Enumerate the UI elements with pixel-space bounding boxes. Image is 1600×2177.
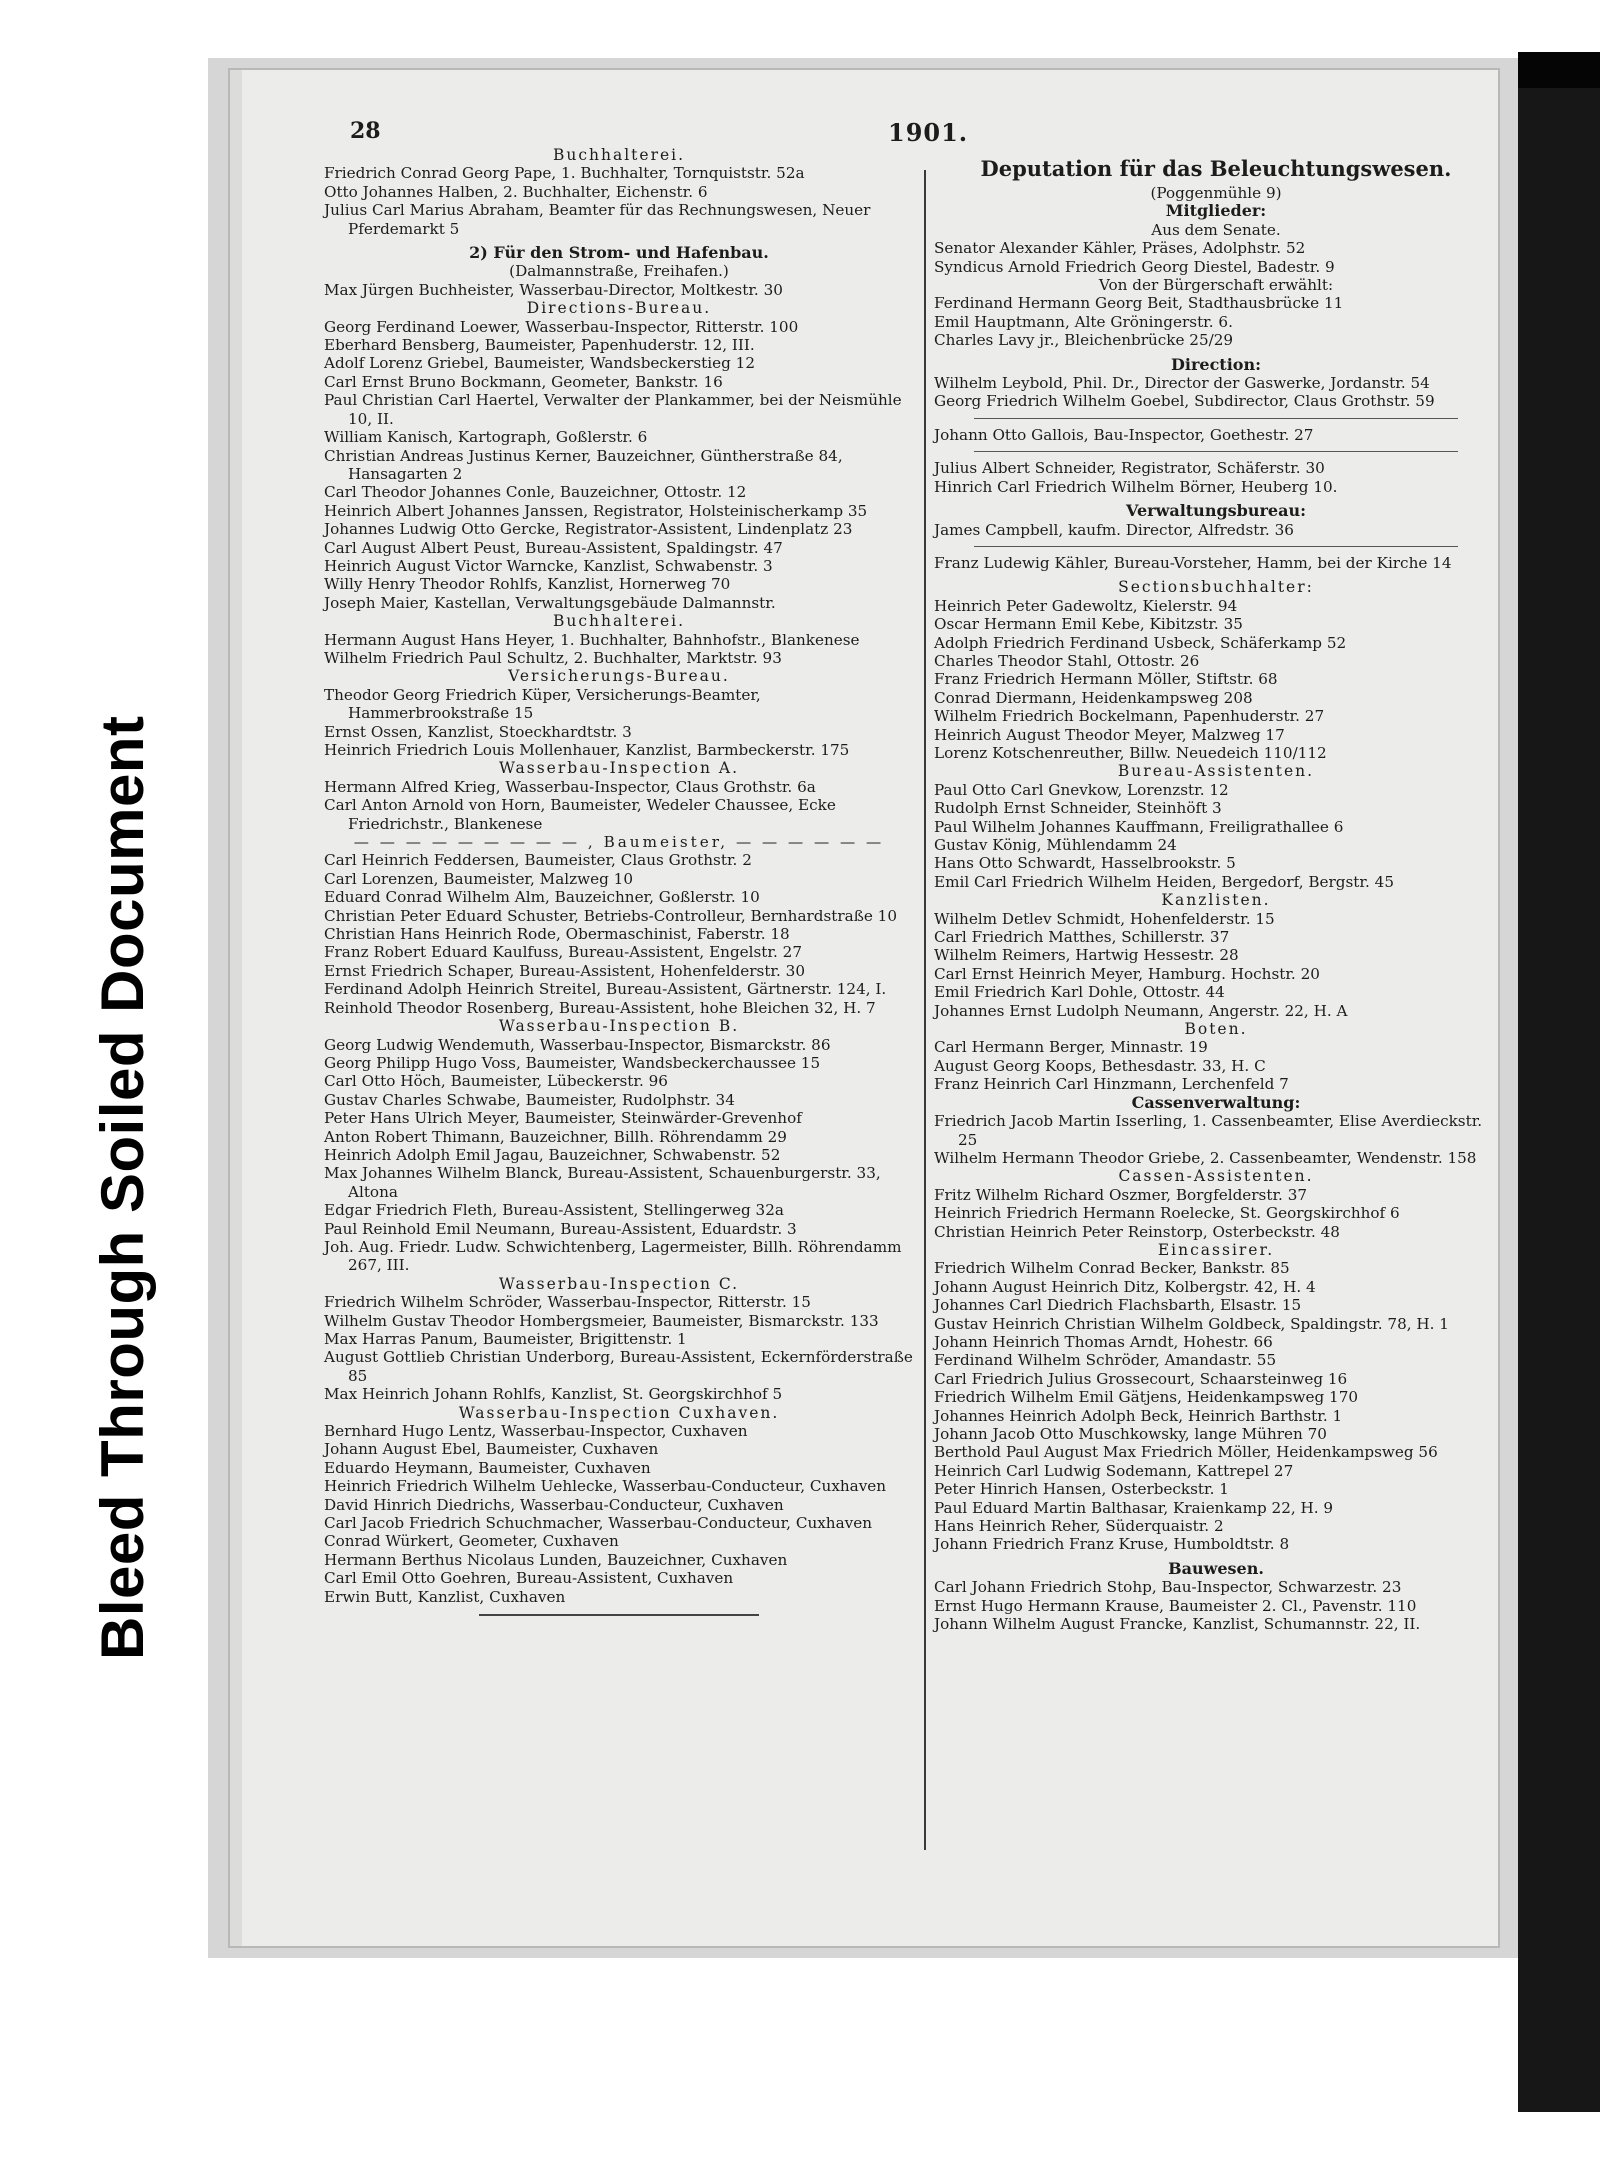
right-separator-rule xyxy=(974,546,1458,547)
left-directory-entry: Franz Robert Eduard Kaulfuss, Bureau-Assistent, Engelstr. 27 xyxy=(324,943,802,962)
left-directory-entry: Hermann Berthus Nicolaus Lunden, Bauzeichner, Cuxhaven xyxy=(324,1550,788,1569)
right-directory-entry: Johann Wilhelm August Francke, Kanzlist, Schumannstr. 22, II. xyxy=(934,1615,1421,1634)
right-directory-entry: Paul Otto Carl Gnevkow, Lorenzstr. 12 xyxy=(934,780,1229,799)
left-section-heading: Wasserbau-Inspection B. xyxy=(498,1017,740,1036)
right-directory-entry: Heinrich Friedrich Hermann Roelecke, St. Georgskirchhof 6 xyxy=(934,1204,1400,1223)
left-directory-entry: Georg Ferdinand Loewer, Wasserbau-Inspector, Ritterstr. 100 xyxy=(324,317,799,336)
right-section-heading: Boten. xyxy=(1184,1020,1248,1039)
left-directory-entry: Julius Carl Marius Abraham, Beamter für das Rechnungswesen, Neuer Pferdemarkt 5 xyxy=(324,201,871,238)
right-section-heading-bold: Bauwesen. xyxy=(1168,1558,1264,1578)
right-directory-entry: Conrad Diermann, Heidenkampsweg 208 xyxy=(934,688,1253,707)
right-directory-entry: Friedrich Jacob Martin Isserling, 1. Cassenbeamter, Elise Averdieckstr. 25 xyxy=(934,1112,1483,1149)
left-directory-entry: Edgar Friedrich Fleth, Bureau-Assistent, Stellingerweg 32a xyxy=(324,1201,784,1220)
left-directory-entry: Otto Johannes Halben, 2. Buchhalter, Eichenstr. 6 xyxy=(324,182,708,201)
right-directory-entry: Friedrich Wilhelm Conrad Becker, Bankstr. 85 xyxy=(934,1259,1290,1278)
right-directory-entry: Franz Friedrich Hermann Möller, Stiftstr. 68 xyxy=(934,670,1278,689)
left-directory-entry: Carl August Albert Peust, Bureau-Assistent, Spaldingstr. 47 xyxy=(324,538,783,557)
left-directory-entry: Christian Hans Heinrich Rode, Obermaschinist, Faberstr. 18 xyxy=(324,925,790,944)
right-deputation-title: Deputation für das Beleuchtungswesen. xyxy=(980,156,1452,181)
right-directory-entry: Ernst Hugo Hermann Krause, Baumeister 2. Cl., Pavenstr. 110 xyxy=(934,1596,1417,1615)
left-directory-entry: Eduard Conrad Wilhelm Alm, Bauzeichner, Goßlerstr. 10 xyxy=(324,888,760,907)
left-directory-entry: Christian Peter Eduard Schuster, Betriebs-Controlleur, Bernhardstraße 10 xyxy=(324,906,897,925)
left-directory-entry: Joh. Aug. Friedr. Ludw. Schwichtenberg, Lagermeister, Billh. Röhrendamm 267, III. xyxy=(324,1237,902,1275)
right-directory-entry: Johann Jacob Otto Muschkowsky, lange Mühren 70 xyxy=(934,1425,1327,1443)
left-directory-entry: Hermann August Hans Heyer, 1. Buchhalter, Bahnhofstr., Blankenese xyxy=(324,630,860,649)
right-directory-entry: Wilhelm Detlev Schmidt, Hohenfelderstr. 15 xyxy=(934,909,1275,928)
document-page xyxy=(228,68,1500,1948)
left-directory-entry: Carl Emil Otto Goehren, Bureau-Assistent, Cuxhaven xyxy=(324,1569,734,1588)
right-directory-entry: Christian Heinrich Peter Reinstorp, Osterbeckstr. 48 xyxy=(934,1222,1340,1241)
left-directory-entry: Paul Reinhold Emil Neumann, Bureau-Assistent, Eduardstr. 3 xyxy=(324,1219,797,1238)
right-directory-entry: Berthold Paul August Max Friedrich Möller, Heidenkampsweg 56 xyxy=(934,1443,1438,1462)
left-directory-entry: Max Jürgen Buchheister, Wasserbau-Director, Moltkestr. 30 xyxy=(324,280,783,299)
right-directory-entry: Emil Friedrich Karl Dohle, Ottostr. 44 xyxy=(934,983,1225,1002)
right-directory-entry: Carl Johann Friedrich Stohp, Bau-Inspector, Schwarzestr. 23 xyxy=(934,1578,1402,1597)
left-directory-entry: Max Johannes Wilhelm Blanck, Bureau-Assistent, Schauenburgerstr. 33, Altona xyxy=(324,1164,881,1201)
right-directory-entry: Gustav König, Mühlendamm 24 xyxy=(934,836,1177,854)
right-directory-entry: Heinrich Carl Ludwig Sodemann, Kattrepel 27 xyxy=(934,1461,1294,1480)
left-directory-entry: Reinhold Theodor Rosenberg, Bureau-Assistent, hohe Bleichen 32, H. 7 xyxy=(324,998,876,1017)
right-directory-entry: Johann Heinrich Thomas Arndt, Hohestr. 66 xyxy=(934,1332,1273,1351)
left-directory-entry: Eduardo Heymann, Baumeister, Cuxhaven xyxy=(324,1458,651,1477)
right-directory-entry: Carl Hermann Berger, Minnastr. 19 xyxy=(934,1038,1208,1057)
right-directory-entry: Hans Otto Schwardt, Hasselbrookstr. 5 xyxy=(934,854,1236,873)
right-directory-entry: Carl Friedrich Matthes, Schillerstr. 37 xyxy=(934,928,1230,947)
page-year: 1901. xyxy=(888,118,969,147)
left-directory-entry: Johannes Ludwig Otto Gercke, Registrator-Assistent, Lindenplatz 23 xyxy=(324,520,853,539)
left-directory-entry: Ernst Friedrich Schaper, Bureau-Assistent, Hohenfelderstr. 30 xyxy=(324,961,805,980)
left-directory-entry: Johann August Ebel, Baumeister, Cuxhaven xyxy=(324,1440,659,1459)
left-directory-entry: Anton Robert Thimann, Bauzeichner, Billh. Röhrendamm 29 xyxy=(324,1127,787,1146)
left-directory-entry: Georg Philipp Hugo Voss, Baumeister, Wandsbeckerchaussee 15 xyxy=(324,1053,821,1072)
right-directory-entry: Georg Friedrich Wilhelm Goebel, Subdirector, Claus Grothstr. 59 xyxy=(934,392,1435,411)
left-directory-entry: Hermann Alfred Krieg, Wasserbau-Inspector, Claus Grothstr. 6a xyxy=(324,777,816,796)
left-directory-entry: Heinrich August Victor Warncke, Kanzlist, Schwabenstr. 3 xyxy=(324,556,773,575)
right-directory-entry: Heinrich August Theodor Meyer, Malzweg 17 xyxy=(934,725,1285,744)
right-directory-entry: Peter Hinrich Hansen, Osterbeckstr. 1 xyxy=(934,1480,1229,1499)
left-directory-entry: Max Harras Panum, Baumeister, Brigittenstr. 1 xyxy=(324,1330,687,1348)
left-directory-entry: Gustav Charles Schwabe, Baumeister, Rudolphstr. 34 xyxy=(324,1090,735,1109)
scanner-edge-corner xyxy=(1518,52,1600,88)
right-directory-entry: Johann Friedrich Franz Kruse, Humboldtstr. 8 xyxy=(934,1535,1290,1554)
right-directory-entry: Wilhelm Leybold, Phil. Dr., Director der Gaswerke, Jordanstr. 54 xyxy=(934,374,1430,393)
left-directory-entry: Joseph Maier, Kastellan, Verwaltungsgebäude Dalmannstr. xyxy=(324,593,776,612)
right-directory-entry: Julius Albert Schneider, Registrator, Schäferstr. 30 xyxy=(934,459,1325,478)
right-directory-entry: Charles Theodor Stahl, Ottostr. 26 xyxy=(934,651,1200,670)
left-directory-entry: Friedrich Wilhelm Schröder, Wasserbau-Inspector, Ritterstr. 15 xyxy=(324,1293,811,1312)
scanner-edge-bar xyxy=(1518,52,1600,2112)
left-directory-entry: Peter Hans Ulrich Meyer, Baumeister, Steinwärder-Grevenhof xyxy=(324,1109,802,1128)
right-directory-entry: Friedrich Wilhelm Emil Gätjens, Heidenkampsweg 170 xyxy=(934,1388,1359,1407)
left-directory-entry: Friedrich Conrad Georg Pape, 1. Buchhalter, Tornquiststr. 52a xyxy=(324,164,805,183)
left-directory-entry: Carl Ernst Bruno Bockmann, Geometer, Bankstr. 16 xyxy=(324,372,723,391)
left-column xyxy=(324,146,914,1624)
right-directory-entry: Emil Hauptmann, Alte Gröningerstr. 6. xyxy=(934,312,1233,331)
left-directory-entry: David Hinrich Diedrichs, Wasserbau-Conducteur, Cuxhaven xyxy=(324,1495,784,1514)
right-directory-entry: Wilhelm Reimers, Hartwig Hessestr. 28 xyxy=(934,946,1239,965)
right-directory-entry: Johannes Carl Diedrich Flachsbarth, Elsastr. 15 xyxy=(934,1296,1302,1315)
right-directory-entry: Gustav Heinrich Christian Wilhelm Goldbeck, Spaldingstr. 78, H. 1 xyxy=(934,1314,1449,1333)
left-directory-entry: Heinrich Friedrich Wilhelm Uehlecke, Wasserbau-Conducteur, Cuxhaven xyxy=(324,1477,887,1496)
left-directory-entry: Conrad Würkert, Geometer, Cuxhaven xyxy=(324,1532,619,1551)
left-directory-entry: Georg Ludwig Wendemuth, Wasserbau-Inspector, Bismarckstr. 86 xyxy=(324,1035,831,1054)
right-directory-entry: Johann August Heinrich Ditz, Kolbergstr. 42, H. 4 xyxy=(934,1277,1316,1296)
left-directory-entry: Erwin Butt, Kanzlist, Cuxhaven xyxy=(324,1587,566,1606)
left-section-heading-bold: 2) Für den Strom- und Hafenbau. xyxy=(469,243,769,263)
left-section-heading: Buchhalterei. xyxy=(552,146,686,164)
right-separator-rule xyxy=(974,418,1458,419)
left-section-heading: Wasserbau-Inspection A. xyxy=(498,759,740,778)
right-directory-entry: Paul Eduard Martin Balthasar, Kraienkamp 22, H. 9 xyxy=(934,1498,1334,1517)
right-directory-entry: James Campbell, kaufm. Director, Alfredstr. 36 xyxy=(934,520,1294,539)
right-section-heading-bold: Direction: xyxy=(1171,354,1261,374)
left-directory-entry: William Kanisch, Kartograph, Goßlerstr. 6 xyxy=(324,428,648,447)
right-directory-entry: Carl Ernst Heinrich Meyer, Hamburg. Hochstr. 20 xyxy=(934,964,1320,983)
left-directory-entry: Theodor Georg Friedrich Küper, Versicherungs-Beamter, Hammerbrookstraße 15 xyxy=(324,685,761,723)
right-directory-entry: Senator Alexander Kähler, Präses, Adolphstr. 52 xyxy=(934,239,1306,258)
left-directory-entry: Carl Anton Arnold von Horn, Baumeister, Wedeler Chaussee, Ecke Friedrichstr., Blankenese xyxy=(324,796,836,833)
right-directory-entry: Emil Carl Friedrich Wilhelm Heiden, Bergedorf, Bergstr. 45 xyxy=(934,872,1394,891)
left-section-heading: Wasserbau-Inspection C. xyxy=(498,1274,740,1293)
right-directory-entry: Johannes Ernst Ludolph Neumann, Angerstr. 22, H. A xyxy=(934,1001,1348,1020)
right-directory-entry: Johannes Heinrich Adolph Beck, Heinrich Barthstr. 1 xyxy=(934,1406,1343,1425)
right-directory-entry: Johann Otto Gallois, Bau-Inspector, Goethestr. 27 xyxy=(934,425,1314,444)
right-directory-entry: Ferdinand Hermann Georg Beit, Stadthausbrücke 11 xyxy=(934,294,1344,313)
right-separator-rule xyxy=(974,451,1458,452)
right-directory-entry: Oscar Hermann Emil Kebe, Kibitzstr. 35 xyxy=(934,615,1243,634)
left-directory-entry: Carl Jacob Friedrich Schuchmacher, Wasserbau-Conducteur, Cuxhaven xyxy=(324,1514,872,1533)
left-directory-entry: Adolf Lorenz Griebel, Baumeister, Wandsbeckerstieg 12 xyxy=(324,354,755,373)
right-directory-entry: Franz Heinrich Carl Hinzmann, Lerchenfeld 7 xyxy=(934,1075,1289,1094)
right-subheading: Aus dem Senate. xyxy=(1151,220,1281,239)
right-directory-entry: Charles Lavy jr., Bleichenbrücke 25/29 xyxy=(934,331,1234,350)
right-column xyxy=(934,154,1498,1633)
left-directory-entry: Wilhelm Gustav Theodor Hombergsmeier, Baumeister, Bismarckstr. 133 xyxy=(324,1311,879,1330)
right-section-heading: Bureau-Assistenten. xyxy=(1117,762,1315,781)
left-directory-entry: Heinrich Albert Johannes Janssen, Registrator, Holsteinischerkamp 35 xyxy=(324,501,868,520)
left-directory-entry: Carl Theodor Johannes Conle, Bauzeichner, Ottostr. 12 xyxy=(324,483,747,502)
right-section-heading-bold: Cassenverwaltung: xyxy=(1131,1092,1301,1112)
left-directory-entry: Eberhard Bensberg, Baumeister, Papenhuderstr. 12, III. xyxy=(324,336,755,355)
right-directory-entry: Heinrich Peter Gadewoltz, Kielerstr. 94 xyxy=(934,596,1238,615)
right-directory-entry: August Georg Koops, Bethesdastr. 33, H. C xyxy=(934,1056,1266,1075)
side-label: Bleed Through Soiled Document xyxy=(89,715,156,1660)
right-directory-entry: Ferdinand Wilhelm Schröder, Amandastr. 55 xyxy=(934,1351,1277,1370)
left-vacant-entry: — — — — — — — — — , Baumeister, — — — — — — xyxy=(353,833,885,852)
left-directory-entry: Ernst Ossen, Kanzlist, Stoeckhardtstr. 3 xyxy=(324,722,632,741)
right-subheading: Von der Bürgerschaft erwählt: xyxy=(1098,276,1334,295)
left-directory-entry: August Gottlieb Christian Underborg, Bureau-Assistent, Eckernförderstraße 85 xyxy=(324,1348,913,1385)
right-directory-entry: Carl Friedrich Julius Grossecourt, Schaarsteinweg 16 xyxy=(934,1369,1348,1388)
right-section-heading: Eincassirer. xyxy=(1157,1240,1275,1259)
right-directory-entry: Wilhelm Hermann Theodor Griebe, 2. Cassenbeamter, Wendenstr. 158 xyxy=(934,1148,1477,1167)
right-section-heading: Sectionsbuchhalter: xyxy=(1118,578,1314,597)
left-section-heading: Buchhalterei. xyxy=(552,612,686,631)
left-subheading: (Dalmannstraße, Freihafen.) xyxy=(509,262,729,281)
right-directory-entry: Franz Ludewig Kähler, Bureau-Vorsteher, Hamm, bei der Kirche 14 xyxy=(934,553,1452,572)
right-directory-entry: Syndicus Arnold Friedrich Georg Diestel, Badestr. 9 xyxy=(934,257,1335,276)
left-section-heading: Versicherungs-Bureau. xyxy=(508,667,730,686)
left-directory-entry: Carl Otto Höch, Baumeister, Lübeckerstr. 96 xyxy=(324,1072,668,1091)
left-directory-entry: Ferdinand Adolph Heinrich Streitel, Bureau-Assistent, Gärtnerstr. 124, I. xyxy=(324,980,887,999)
left-directory-entry: Christian Andreas Justinus Kerner, Bauzeichner, Güntherstraße 84, Hansagarten 2 xyxy=(324,446,843,483)
left-section-heading: Wasserbau-Inspection Cuxhaven. xyxy=(458,1403,780,1422)
left-directory-entry: Max Heinrich Johann Rohlfs, Kanzlist, St. Georgskirchhof 5 xyxy=(324,1385,783,1404)
left-directory-entry: Willy Henry Theodor Rohlfs, Kanzlist, Hornerweg 70 xyxy=(324,575,731,594)
right-directory-entry: Adolph Friedrich Ferdinand Usbeck, Schäferkamp 52 xyxy=(934,633,1347,652)
left-directory-entry: Paul Christian Carl Haertel, Verwalter der Plankammer, bei der Neismühle 10, II. xyxy=(324,391,902,428)
right-directory-entry: Wilhelm Friedrich Bockelmann, Papenhuderstr. 27 xyxy=(934,707,1325,726)
left-end-rule xyxy=(479,1614,759,1616)
left-directory-entry: Wilhelm Friedrich Paul Schultz, 2. Buchhalter, Marktstr. 93 xyxy=(324,648,782,667)
column-divider xyxy=(924,170,926,1850)
left-directory-entry: Carl Heinrich Feddersen, Baumeister, Claus Grothstr. 2 xyxy=(324,851,752,870)
page-number: 28 xyxy=(350,118,381,144)
right-directory-entry: Lorenz Kotschenreuther, Billw. Neuedeich 110/112 xyxy=(934,743,1327,762)
right-directory-entry: Paul Wilhelm Johannes Kauffmann, Freiligrathallee 6 xyxy=(934,817,1344,836)
right-directory-entry: Fritz Wilhelm Richard Oszmer, Borgfelderstr. 37 xyxy=(934,1185,1308,1204)
right-directory-entry: Hinrich Carl Friedrich Wilhelm Börner, Heuberg 10. xyxy=(934,477,1338,496)
right-directory-entry: Hans Heinrich Reher, Süderquaistr. 2 xyxy=(934,1517,1224,1536)
right-section-heading: Kanzlisten. xyxy=(1161,891,1271,910)
left-directory-entry: Heinrich Friedrich Louis Mollenhauer, Kanzlist, Barmbeckerstr. 175 xyxy=(324,741,850,759)
right-subheading: (Poggenmühle 9) xyxy=(1150,184,1282,202)
right-directory-entry: Rudolph Ernst Schneider, Steinhöft 3 xyxy=(934,799,1222,818)
left-directory-entry: Heinrich Adolph Emil Jagau, Bauzeichner, Schwabenstr. 52 xyxy=(324,1145,781,1164)
left-directory-entry: Bernhard Hugo Lentz, Wasserbau-Inspector, Cuxhaven xyxy=(324,1422,748,1441)
left-directory-entry: Carl Lorenzen, Baumeister, Malzweg 10 xyxy=(324,869,634,888)
right-section-heading-bold: Verwaltungsbureau: xyxy=(1126,501,1306,521)
right-section-heading-bold: Mitglieder: xyxy=(1165,201,1267,221)
right-section-heading: Cassen-Assistenten. xyxy=(1118,1167,1314,1186)
left-section-heading: Directions-Bureau. xyxy=(526,299,712,318)
